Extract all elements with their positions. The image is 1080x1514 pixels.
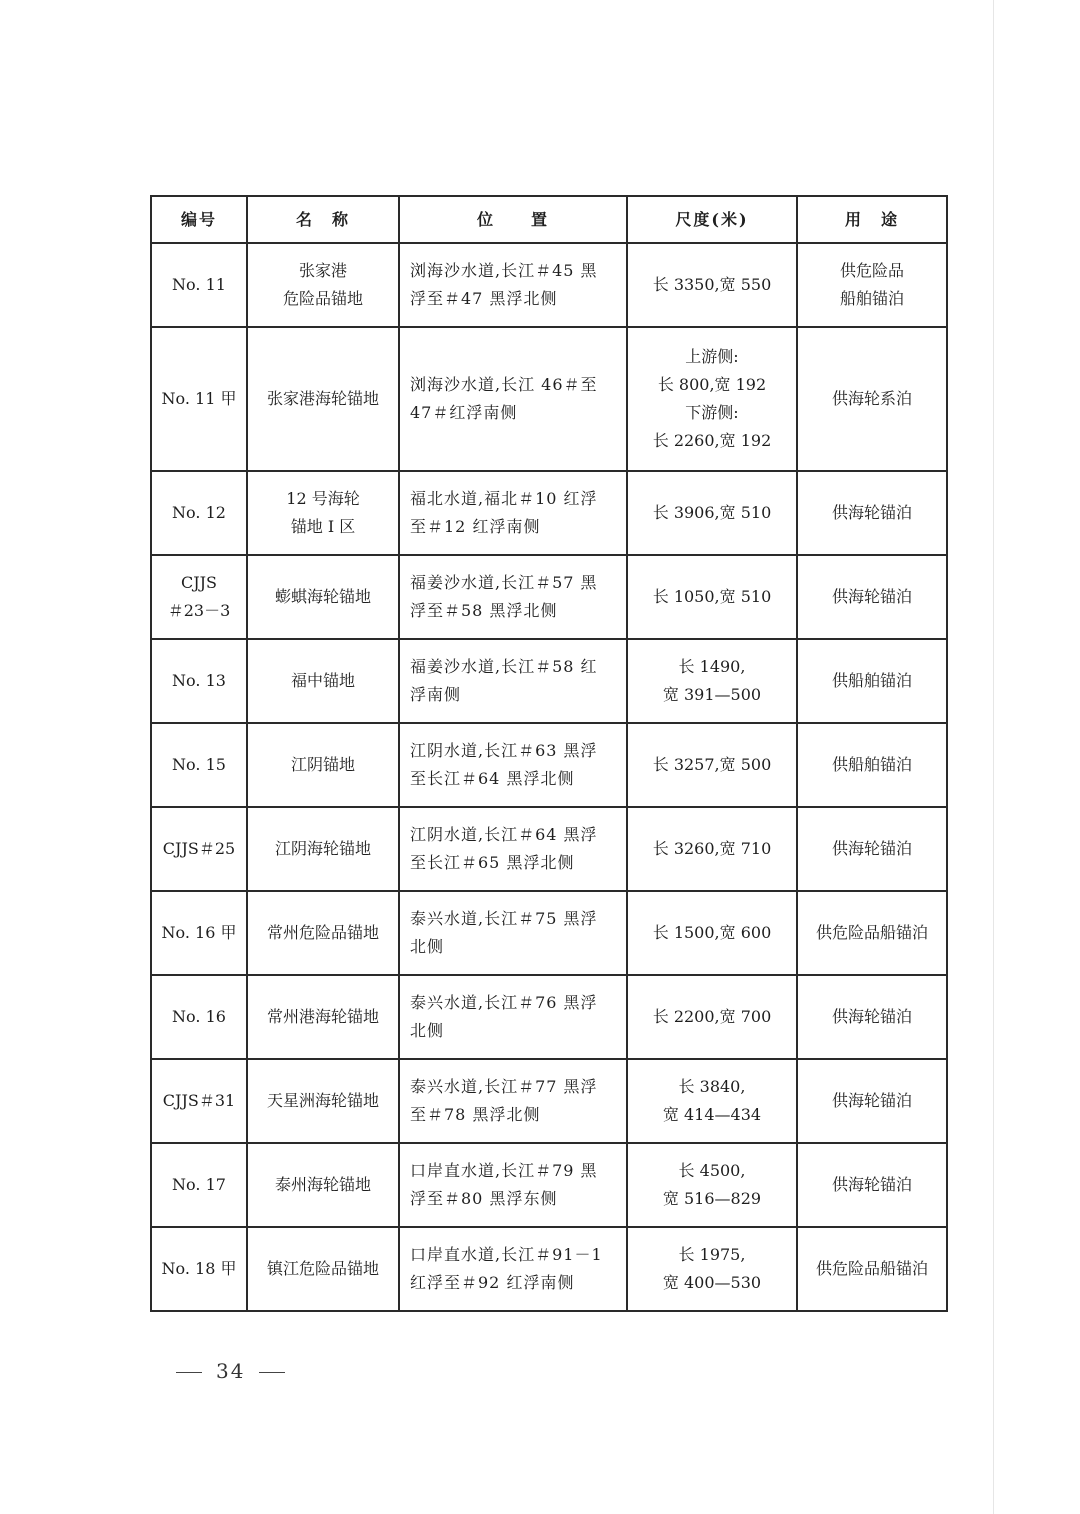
cell-size-line: 宽 391—500 (662, 685, 762, 704)
cell-code (151, 471, 247, 555)
cell-use-line: 供海轮锚泊 (831, 1175, 912, 1194)
cell-position-line: 口岸直水道,长江＃79 黑 (410, 1161, 598, 1180)
cell-position-line: 浮至＃80 黑浮东侧 (410, 1189, 558, 1208)
page-edge-line (993, 0, 994, 1514)
cell-position-line: 泰兴水道,长江＃77 黑浮 (410, 1077, 598, 1096)
cell-size-line: 宽 414—434 (662, 1105, 762, 1124)
cell-use (797, 639, 947, 723)
cell-name (247, 555, 399, 639)
page-number-text: 34 (216, 1359, 246, 1383)
cell-position-line: 至＃78 黑浮北侧 (410, 1105, 541, 1124)
cell-name (247, 639, 399, 723)
header-position: 位 置 (399, 196, 627, 243)
cell-position (399, 327, 627, 471)
cell-position-line: 浏海沙水道,长江＃45 黑 (410, 261, 598, 280)
cell-size-line: 上游侧: (685, 347, 739, 366)
header-use: 用 途 (797, 196, 947, 243)
cell-use (797, 327, 947, 471)
cell-name-line: 江阴海轮锚地 (274, 839, 371, 858)
cell-position-line: 江阴水道,长江＃63 黑浮 (410, 741, 598, 760)
cell-name-line: 张家港 (298, 261, 347, 280)
cell-use (797, 1143, 947, 1227)
cell-position-line: 福姜沙水道,长江＃58 红 (410, 657, 598, 676)
cell-use-line: 船舶锚泊 (839, 289, 904, 308)
cell-position-line: 至长江＃64 黑浮北侧 (410, 769, 575, 788)
cell-size (627, 1059, 797, 1143)
cell-name-line: 泰州海轮锚地 (274, 1175, 371, 1194)
cell-name (247, 723, 399, 807)
anchorage-table (150, 195, 948, 1312)
cell-size-line: 长 800,宽 192 (657, 375, 767, 394)
table-row (151, 327, 947, 471)
cell-position-line: 福姜沙水道,长江＃57 黑 (410, 573, 598, 592)
cell-code (151, 639, 247, 723)
header-name: 名 称 (247, 196, 399, 243)
cell-use-line: 供海轮系泊 (831, 389, 912, 408)
table-row (151, 243, 947, 327)
cell-position-line: 红浮至＃92 红浮南侧 (410, 1273, 575, 1292)
cell-name (247, 1227, 399, 1311)
cell-code (151, 975, 247, 1059)
cell-size-line: 长 4500, (678, 1161, 746, 1180)
cell-code-line: No. 18 甲 (161, 1259, 237, 1278)
cell-code-line: No. 15 (172, 755, 226, 774)
cell-position-line: 江阴水道,长江＃64 黑浮 (410, 825, 598, 844)
cell-name-line: 12 号海轮 (286, 489, 360, 508)
cell-use-line: 供船舶锚泊 (831, 755, 912, 774)
cell-code (151, 243, 247, 327)
cell-code (151, 1143, 247, 1227)
cell-position-line: 47＃红浮南侧 (410, 403, 518, 422)
table-row (151, 1143, 947, 1227)
cell-code-line: No. 12 (172, 503, 226, 522)
cell-size-line: 宽 400—530 (662, 1273, 762, 1292)
cell-use-line: 供海轮锚泊 (831, 1091, 912, 1110)
cell-position (399, 471, 627, 555)
cell-name-line: 蟛蜞海轮锚地 (274, 587, 371, 606)
header-code: 编号 (151, 196, 247, 243)
cell-size-line: 长 2260,宽 192 (652, 431, 772, 450)
cell-size-line: 长 3350,宽 550 (652, 275, 772, 294)
cell-use (797, 1059, 947, 1143)
cell-code-line: No. 16 (172, 1007, 226, 1026)
cell-code-line: No. 11 甲 (161, 389, 237, 408)
cell-size-line: 长 3257,宽 500 (652, 755, 772, 774)
cell-name-line: 锚地 I 区 (290, 517, 356, 536)
cell-size (627, 471, 797, 555)
cell-position-line: 浮至＃47 黑浮北侧 (410, 289, 558, 308)
cell-name (247, 975, 399, 1059)
cell-position-line: 浮南侧 (410, 685, 462, 704)
cell-position-line: 至＃12 红浮南侧 (410, 517, 541, 536)
cell-size-line: 长 3906,宽 510 (652, 503, 772, 522)
cell-name-line: 危险品锚地 (282, 289, 363, 308)
cell-code (151, 555, 247, 639)
cell-use (797, 1227, 947, 1311)
document-sheet (150, 195, 946, 1312)
cell-name-line: 常州港海轮锚地 (266, 1007, 379, 1026)
table-row (151, 555, 947, 639)
cell-position (399, 555, 627, 639)
table-row (151, 891, 947, 975)
cell-code-line: CJJS＃31 (162, 1091, 236, 1110)
cell-name-line: 镇江危险品锚地 (266, 1259, 379, 1278)
cell-name (247, 807, 399, 891)
cell-size (627, 891, 797, 975)
cell-use-line: 供海轮锚泊 (831, 503, 912, 522)
cell-position-line: 北侧 (410, 1021, 445, 1040)
cell-size-line: 长 1490, (678, 657, 746, 676)
cell-use (797, 555, 947, 639)
cell-code (151, 327, 247, 471)
cell-position-line: 泰兴水道,长江＃75 黑浮 (410, 909, 598, 928)
cell-name (247, 327, 399, 471)
table-row (151, 471, 947, 555)
cell-name (247, 243, 399, 327)
cell-code-line: No. 16 甲 (161, 923, 237, 942)
cell-code (151, 1059, 247, 1143)
cell-code-line: CJJS (180, 573, 218, 592)
table-row (151, 1227, 947, 1311)
cell-code-line: No. 13 (172, 671, 226, 690)
table-row (151, 807, 947, 891)
cell-position-line: 浮至＃58 黑浮北侧 (410, 601, 558, 620)
cell-name (247, 1143, 399, 1227)
table-row (151, 1059, 947, 1143)
cell-use-line: 供船舶锚泊 (831, 671, 912, 690)
cell-use-line: 供危险品船锚泊 (815, 1259, 928, 1278)
cell-size (627, 555, 797, 639)
cell-use-line: 供海轮锚泊 (831, 1007, 912, 1026)
cell-position-line: 口岸直水道,长江＃91－1 (410, 1245, 603, 1264)
table-header-row (151, 196, 947, 243)
cell-position-line: 浏海沙水道,长江 46＃至 (410, 375, 598, 394)
cell-code-line: ＃23－3 (167, 601, 231, 620)
cell-code-line: No. 11 (172, 275, 226, 294)
cell-position (399, 891, 627, 975)
cell-size (627, 975, 797, 1059)
cell-size-line: 下游侧: (685, 403, 739, 422)
cell-position-line: 福北水道,福北＃10 红浮 (410, 489, 598, 508)
cell-position (399, 1227, 627, 1311)
cell-size-line: 长 1975, (678, 1245, 746, 1264)
cell-code (151, 723, 247, 807)
cell-size-line: 长 2200,宽 700 (652, 1007, 772, 1026)
cell-position (399, 1059, 627, 1143)
cell-position (399, 807, 627, 891)
cell-use (797, 471, 947, 555)
cell-name-line: 常州危险品锚地 (266, 923, 379, 942)
cell-position (399, 723, 627, 807)
table-body (151, 243, 947, 1311)
cell-size-line: 长 1500,宽 600 (652, 923, 772, 942)
cell-position-line: 北侧 (410, 937, 445, 956)
cell-size (627, 639, 797, 723)
cell-use (797, 807, 947, 891)
cell-name-line: 福中锚地 (290, 671, 355, 690)
cell-size (627, 1143, 797, 1227)
cell-size (627, 243, 797, 327)
cell-use-line: 供危险品船锚泊 (815, 923, 928, 942)
cell-size-line: 长 3260,宽 710 (652, 839, 772, 858)
cell-use (797, 891, 947, 975)
header-size: 尺度(米) (627, 196, 797, 243)
table-row (151, 975, 947, 1059)
cell-use (797, 723, 947, 807)
cell-position-line: 至长江＃65 黑浮北侧 (410, 853, 575, 872)
cell-size-line: 长 1050,宽 510 (652, 587, 772, 606)
page-number-dash-left (176, 1372, 202, 1373)
cell-name-line: 张家港海轮锚地 (266, 389, 379, 408)
cell-code (151, 1227, 247, 1311)
cell-code (151, 807, 247, 891)
cell-size (627, 723, 797, 807)
cell-code-line: No. 17 (172, 1175, 226, 1194)
cell-position (399, 1143, 627, 1227)
cell-position (399, 639, 627, 723)
page-number (162, 1355, 299, 1387)
cell-use (797, 243, 947, 327)
cell-name-line: 天星洲海轮锚地 (266, 1091, 379, 1110)
cell-size (627, 807, 797, 891)
cell-use-line: 供海轮锚泊 (831, 839, 912, 858)
cell-code (151, 891, 247, 975)
cell-code-line: CJJS＃25 (162, 839, 236, 858)
cell-position (399, 975, 627, 1059)
cell-position (399, 243, 627, 327)
cell-use-line: 供危险品 (839, 261, 904, 280)
table-row (151, 723, 947, 807)
cell-size-line: 长 3840, (678, 1077, 746, 1096)
cell-size (627, 1227, 797, 1311)
table-row (151, 639, 947, 723)
cell-name (247, 891, 399, 975)
cell-size-line: 宽 516—829 (662, 1189, 762, 1208)
cell-position-line: 泰兴水道,长江＃76 黑浮 (410, 993, 598, 1012)
cell-name (247, 471, 399, 555)
cell-use (797, 975, 947, 1059)
cell-name (247, 1059, 399, 1143)
cell-name-line: 江阴锚地 (290, 755, 355, 774)
cell-use-line: 供海轮锚泊 (831, 587, 912, 606)
cell-size (627, 327, 797, 471)
page-number-dash-right (259, 1372, 285, 1373)
